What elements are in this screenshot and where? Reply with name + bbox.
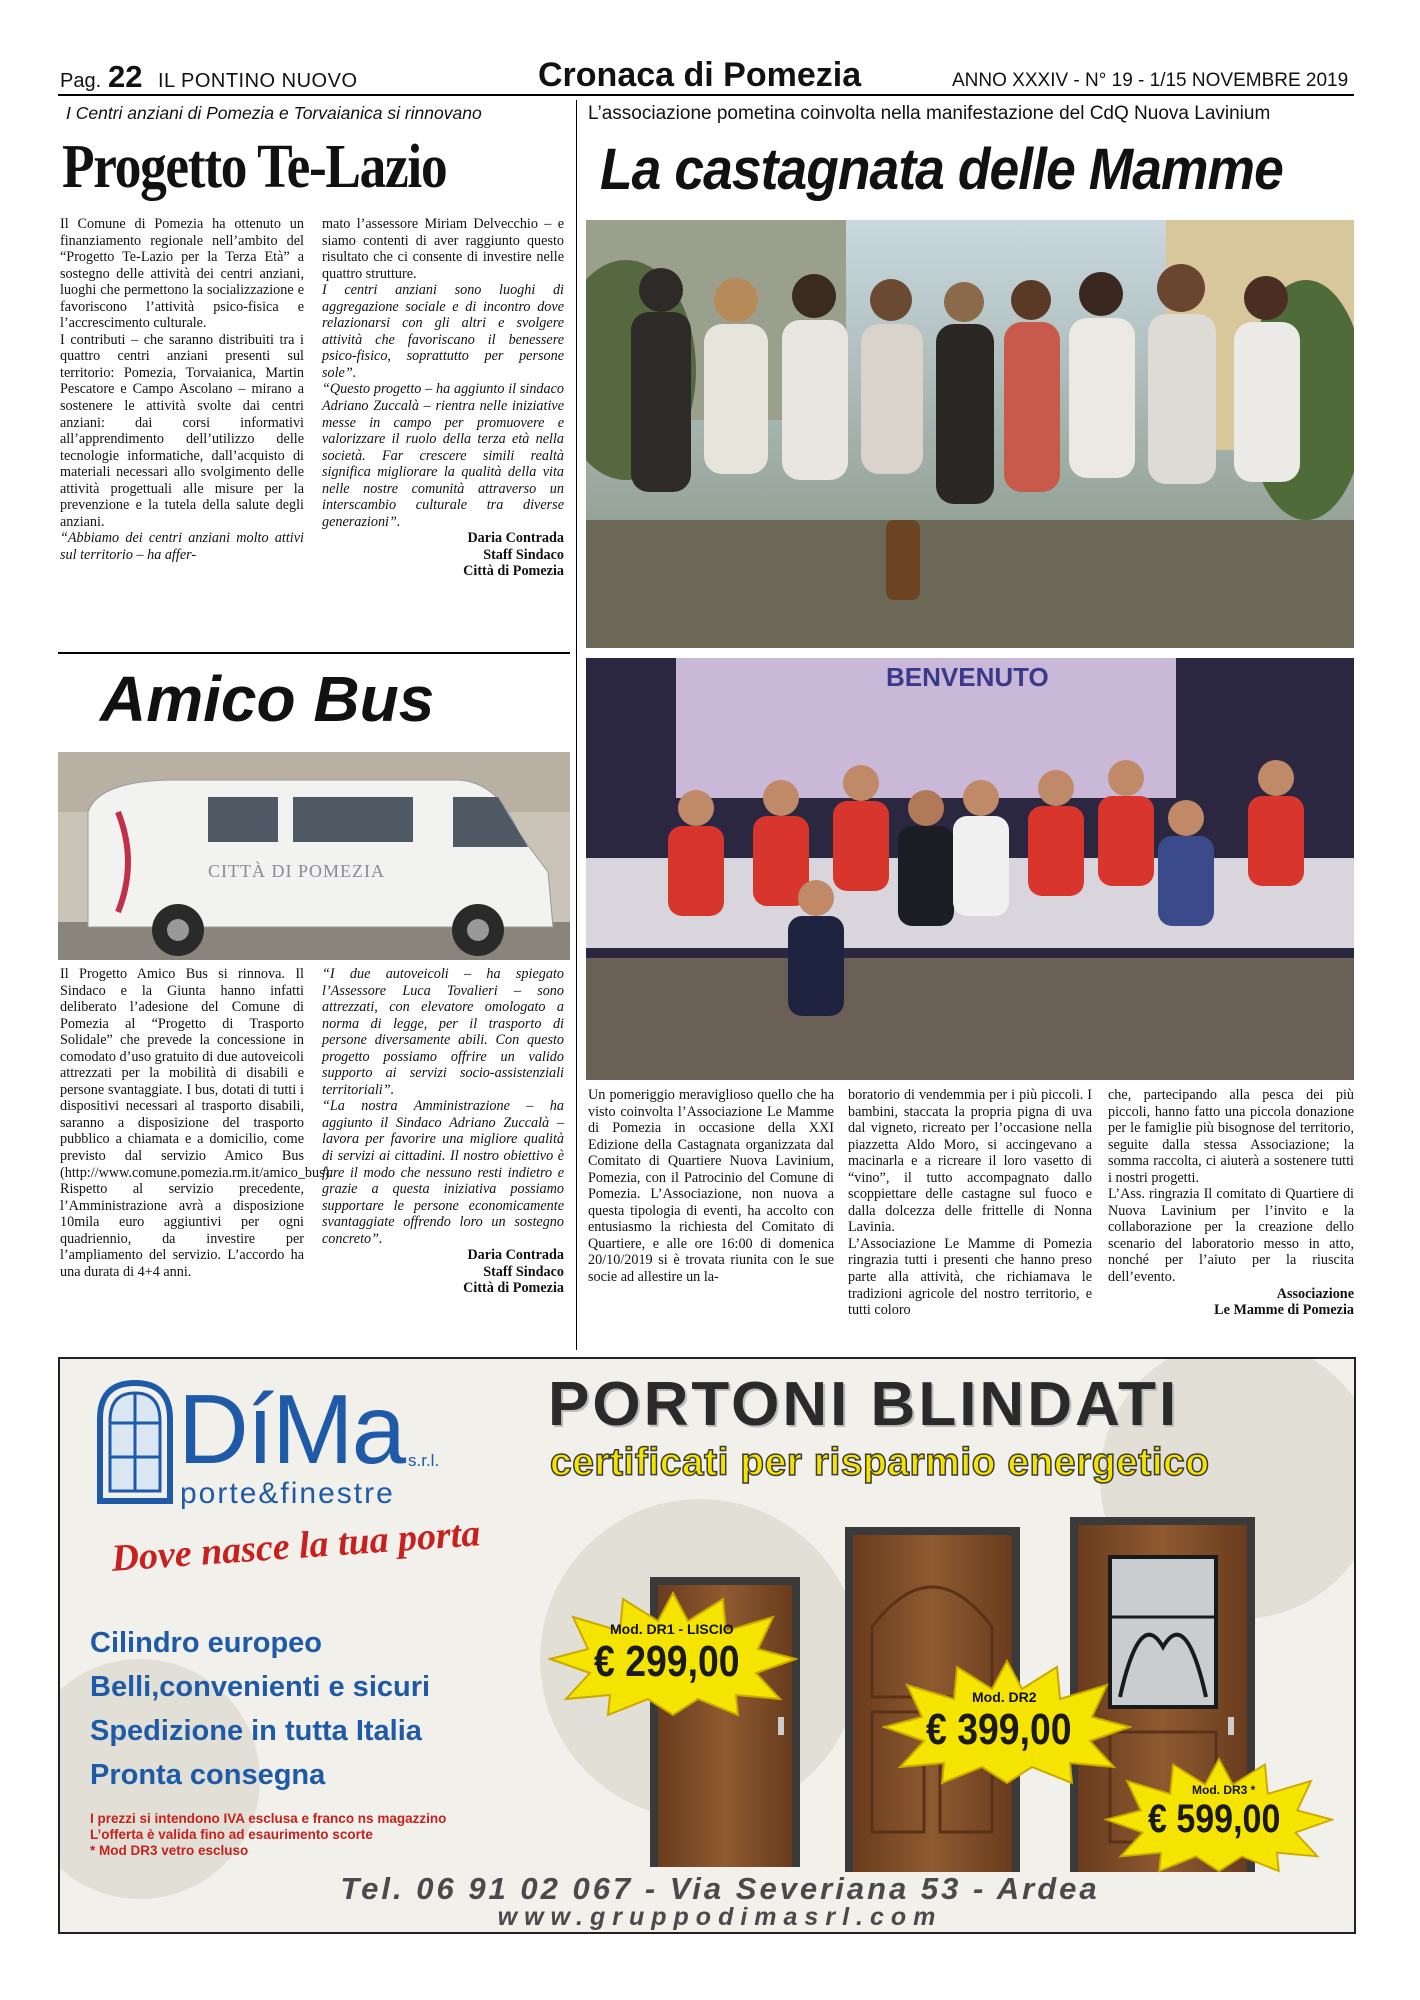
amicobus-signature-org: Città di Pomezia xyxy=(463,1280,564,1297)
telazio-col1-p1: Il Comune di Pomezia ha ottenuto un finanziamento regionale nell’ambito del “Progetto Te-Lazio per la Terza Età” a sostegno delle attività dei centri anziani, luoghi che permettono la socializzazione e favoriscono l’attività psico-fisica e l’accrescimento culturale. xyxy=(60,216,304,332)
castagnata-signature-line1: Associazione xyxy=(1276,1285,1354,1302)
page-number: 22 xyxy=(108,59,143,94)
telazio-kicker: I Centri anziani di Pomezia e Torvaianica si rinnovano xyxy=(66,103,482,123)
castagnata-kicker: L’associazione pometina coinvolta nella manifestazione del CdQ Nuova Lavinium xyxy=(588,103,1271,124)
price-dr1-model: Mod. DR1 - LISCIO xyxy=(610,1621,734,1637)
paper-name: IL PONTINO NUOVO xyxy=(158,70,358,92)
dima-brand-sub: porte&finestre xyxy=(180,1477,395,1510)
feature-item: Spedizione in tutta Italia xyxy=(90,1715,422,1747)
telazio-col1-p3: “Abbiamo dei centri anziani molto attivi sul territorio – ha affer- xyxy=(60,530,304,563)
castagnata-col2-p1: boratorio di vendemmia per i più piccoli. I bambini, staccata la propria pigna di uva dal vigneto, ricreato per l’occasione nella piazzetta Aldo Moro, si accingevano a macinarla e a ricreare il loro vasetto di “vino”, il tutto accompagnato dallo scoppiettare delle castagne sul fuoco e dalla dolcezza delle frittelle di Nonna Lavinia. xyxy=(848,1087,1092,1236)
dima-brand: DíMa xyxy=(178,1374,405,1484)
amicobus-signature-name: Daria Contrada xyxy=(467,1247,564,1264)
amicobus-signature xyxy=(322,1247,564,1297)
ad-contact: Tel. 06 91 02 067 - Via Severiana 53 - Ardea xyxy=(340,1871,1100,1906)
dima-brand-suffix: s.r.l. xyxy=(408,1451,440,1470)
women-figures xyxy=(631,264,1300,504)
dima-ad[interactable] xyxy=(58,1357,1356,1934)
window-logo-icon xyxy=(96,1379,174,1505)
telazio-col1 xyxy=(60,216,304,563)
castagnata-title: La castagnata delle Mamme xyxy=(600,137,1283,202)
amicobus-signature-role: Staff Sindaco xyxy=(483,1263,564,1280)
telazio-col2-p3: “Questo progetto – ha aggiunto il sindaco Adriano Zuccalà – rientra nelle iniziative messe in campo per promuovere e valorizzare il ruolo della terza età nella società. Far crescere simili realtà significa migliorare la qualità della vita nelle nostre comunità attraverso un interscambio culturale tra diverse generazioni”. xyxy=(322,381,564,530)
castagnata-col3-p1: che, partecipando alla pesca dei più piccoli, hanno fatto una piccola donazione per le famiglie più bisognose del territorio, seguite dalla stessa Associazione; la somma raccolta, ci aiuterà a sostenere tutti i nostri progetti. xyxy=(1108,1087,1354,1186)
ad-headline: PORTONI BLINDATI xyxy=(548,1370,1180,1439)
ad-notes xyxy=(90,1811,446,1859)
price-dr3-model: Mod. DR3 * xyxy=(1192,1783,1256,1797)
van-photo xyxy=(58,752,570,960)
castagnata-col1 xyxy=(588,1087,834,1286)
amicobus-title: Amico Bus xyxy=(100,663,435,735)
telazio-bottom-rule xyxy=(58,652,570,654)
telazio-col1-p2: I contributi – che saranno distribuiti tra i quattro centri anziani presenti sul territorio: Pomezia, Torvaianica, Martin Pescatore e Campo Ascolano – mirano a sostenere le attività svolte dai centri anziani: dai corsi informativi all’apprendimento dell’utilizzo delle tecnologie informatiche, dall’acquisto di materiali necessari allo svolgimento delle attività progettuali alle misure per la prevenzione e la tutela della salute degli anziani. xyxy=(60,331,304,530)
volunteers-photo-banner-text: BENVENUTO xyxy=(886,662,1049,692)
amicobus-col2-p2: “La nostra Amministrazione – ha aggiunto il Sindaco Adriano Zuccalà – lavora per favorire una migliore qualità di servizi ai cittadini. Il nostro obiettivo è fare il modo che nessuno resti indietro e grazie a questa iniziativa possiamo supportare le persone economicamente svantaggiate offrendo loro un sostegno concreto”. xyxy=(322,1098,564,1247)
feature-item: Belli,convenienti e sicuri xyxy=(90,1671,431,1703)
van-city-text: CITTÀ DI POMEZIA xyxy=(208,861,385,881)
castagnata-signature xyxy=(1108,1286,1354,1319)
header-rule xyxy=(58,94,1354,96)
section-title: Cronaca di Pomezia xyxy=(538,56,862,94)
castagnata-col2-p2: L’Associazione Le Mamme di Pomezia ringrazia tutti i presenti che hanno preso parte alla attività, che richiamava le tradizioni agricole del nostro territorio, e tutti coloro xyxy=(848,1235,1092,1319)
telazio-col2-p2: I centri anziani sono luoghi di aggregazione sociale e di incontro dove relazionarsi con gli altri e svolgere attività che favoriscano il benessere psico-fisico, soprattutto per persone sole”. xyxy=(322,282,564,381)
amicobus-col1-p1: Il Progetto Amico Bus si rinnova. Il Sindaco e la Giunta hanno infatti deliberato l’adesione del Comune di Pomezia al “Progetto di Trasporto Solidale” che prevede la concessione in comodato d’uso gratuito di due autoveicoli attrezzati per la mobilità di disabili e persone svantaggiate. I bus, dotati di tutti i dispositivi necessari al trasporto disabili, saranno a disposizione del trasporto pubblico a chiamata e a domicilio, come previsto dal servizio Amico Bus (http://www.comune.pomezia.rm.it/amico_bus). Rispetto al servizio precedente, l’Amministrazione avrà a disposizione 10mila euro aggiuntivi per ogni quadriennio, da investire per l’ampliamento del servizio. L’accordo ha una durata di 4+4 anni. xyxy=(60,966,333,1280)
feature-item: Cilindro europeo xyxy=(90,1627,322,1659)
price-dr1-value: € 299,00 xyxy=(594,1637,740,1686)
castagnata-col1-p1: Un pomeriggio meraviglioso quello che ha visto coinvolta l’Associazione Le Mamme di Pomezia in occasione della XXI Edizione della Castagnata organizzata dal Comitato di Quartiere Nuova Lavinium, Pomezia, con il Patrocinio del Comune di Pomezia. L’Associazione, non nuova a questa tipologia di eventi, ha accolto con entusiasmo la richiesta del Comitato di Quartiere, e alle ore 16:00 di domenica 20/10/2019 si è trovata riunita con le sue socie ad allestire un la- xyxy=(588,1087,834,1286)
castagnata-col3-p2: L’Ass. ringrazia Il comitato di Quartiere di Nuova Lavinium per l’invito e la collaborazione per la creazione dello scenario del laboratorio messo in atto, nonché per l’aiuto per la riuscita dell’evento. xyxy=(1108,1186,1354,1286)
ad-website[interactable]: www.gruppodimasrl.com xyxy=(497,1903,943,1931)
issue-info: ANNO XXXIV - N° 19 - 1/15 NOVEMBRE 2019 xyxy=(952,70,1349,91)
amicobus-col2 xyxy=(322,966,564,1297)
price-dr2-value: € 399,00 xyxy=(926,1705,1072,1754)
page-label: Pag. xyxy=(60,70,102,92)
castagnata-col2 xyxy=(848,1087,1092,1319)
castagnata-signature-line2: Le Mamme di Pomezia xyxy=(1214,1302,1354,1319)
telazio-signature-org: Città di Pomezia xyxy=(463,563,564,580)
amicobus-col2-p1: “I due autoveicoli – ha spiegato l’Assessore Luca Tovalieri – sono attrezzati, con elevatore omologato a norma di legge, per il trasporto di persone diversamente abili. Con questo progetto possiamo offrire un valido supporto ai servizi socio-assistenziali territoriali”. xyxy=(322,966,564,1098)
telazio-signature-role: Staff Sindaco xyxy=(483,546,564,563)
feature-item: Pronta consegna xyxy=(90,1759,326,1791)
telazio-col2-p1: mato l’assessore Miriam Delvecchio – e siamo contenti di aver raggiunto questo risultato che ci consente di investire nelle quattro strutture. xyxy=(322,216,564,282)
ad-note: I prezzi si intendono IVA esclusa e franco ns magazzino xyxy=(90,1811,447,1826)
ad-note: * Mod DR3 vetro escluso xyxy=(90,1843,249,1858)
castagnata-col3 xyxy=(1108,1087,1354,1319)
dima-slogan: Dove nasce la tua porta xyxy=(110,1512,482,1580)
telazio-signature xyxy=(322,530,564,580)
ad-note: L’offerta è valida fino ad esaurimento scorte xyxy=(90,1827,373,1842)
van-photo-art xyxy=(58,752,570,960)
women-group-photo-art xyxy=(586,220,1354,648)
column-rule-top xyxy=(576,100,577,1350)
feature-list xyxy=(90,1621,430,1797)
ad-subheadline: certificati per risparmio energetico xyxy=(550,1441,1210,1484)
telazio-title: Progetto Te-Lazio xyxy=(62,133,447,201)
volunteers-group-photo-art xyxy=(586,658,1354,1080)
volunteers-group-photo xyxy=(586,658,1354,1080)
price-dr3-value: € 599,00 xyxy=(1148,1797,1281,1841)
price-dr2-model: Mod. DR2 xyxy=(972,1689,1037,1705)
telazio-col2 xyxy=(322,216,564,580)
amicobus-col1 xyxy=(60,966,333,1280)
women-group-photo xyxy=(586,220,1354,648)
telazio-signature-name: Daria Contrada xyxy=(467,530,564,547)
